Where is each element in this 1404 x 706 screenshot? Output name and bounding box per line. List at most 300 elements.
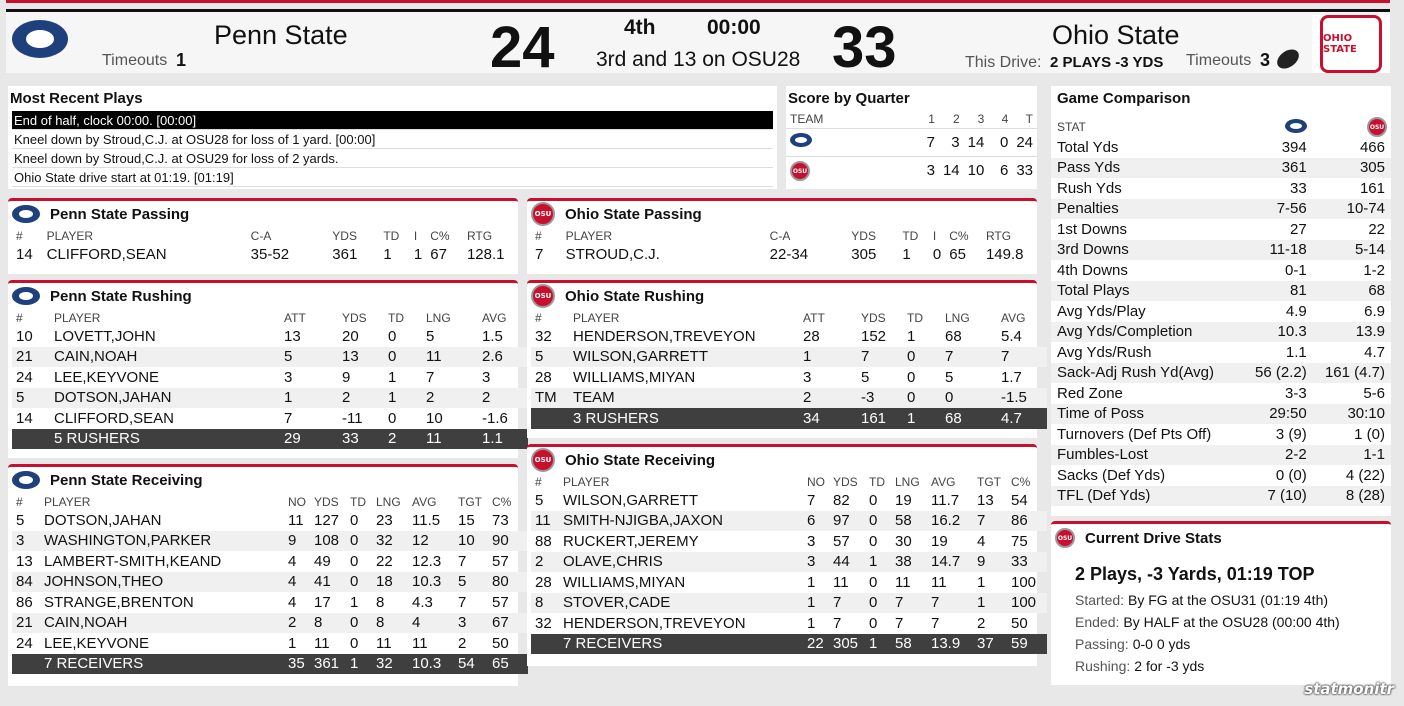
penn-state-stat: 27 (1290, 220, 1307, 238)
drive-line-label: Ended: (1075, 614, 1120, 630)
total-cell: 33 (338, 429, 384, 450)
table-row (531, 326, 1047, 347)
table-cell: 7 (829, 593, 865, 614)
penn-state-stat: 0 (0) (1275, 466, 1307, 484)
table-cell: 11 (314, 634, 330, 652)
column-header: C-A (250, 228, 272, 243)
table-cell: 7 (426, 368, 435, 386)
table-cell: HENDERSON,TREVEYON (573, 327, 756, 345)
table-cell: 57 (492, 593, 509, 611)
total-cell: 161 (857, 408, 903, 429)
table-cell: 82 (833, 491, 850, 509)
drive-line (1075, 589, 1367, 611)
table-cell: 9 (284, 531, 310, 552)
stat-name: Penalties (1051, 199, 1242, 220)
ohio-state-receiving-panel (527, 444, 1037, 666)
table-cell: 88 (535, 532, 552, 550)
total-cell: 59 (1007, 634, 1047, 655)
total-cell: 1.1 (478, 429, 528, 450)
stat-name: Red Zone (1057, 384, 1123, 402)
table-cell: 1 (973, 593, 1007, 614)
table-row (531, 613, 1047, 634)
table-cell: 10 (16, 327, 33, 345)
column-header: TGT (458, 494, 482, 509)
ohio-state-stat: 466 (1359, 138, 1385, 156)
table-cell: 97 (829, 511, 865, 532)
penn-state-stat: 0-1 (1285, 261, 1307, 279)
table-cell: 4 (284, 572, 310, 593)
table-row (12, 572, 528, 593)
column-header: LNG (945, 310, 970, 325)
quarter-score: 14 (964, 128, 989, 156)
table-cell: 3 (807, 532, 816, 550)
table-cell: OLAVE,CHRIS (559, 552, 803, 573)
table-cell: 3 (482, 368, 491, 386)
table-cell: 2 (458, 634, 467, 652)
total-row (531, 408, 1047, 429)
penn-state-stat: 29:50 (1242, 404, 1310, 425)
table-cell: 58 (891, 511, 927, 532)
table-cell: 0 (384, 347, 422, 368)
ohio-state-stat: 1-2 (1363, 261, 1385, 279)
table-cell: 0 (865, 593, 891, 614)
home-timeouts-label: Timeouts (102, 52, 168, 69)
table-cell: 0 (903, 388, 941, 409)
panel-title: Ohio State Receiving (565, 451, 716, 469)
ps-rush-title (8, 283, 518, 309)
table-row (531, 367, 1047, 388)
table-cell: 65 (949, 245, 966, 263)
table-cell: 1.7 (1001, 368, 1022, 386)
total-cell: 1 (865, 634, 891, 655)
table-cell: 8 (376, 593, 385, 611)
table-row (12, 592, 528, 613)
ohio-state-stat: 305 (1311, 158, 1391, 179)
table-cell: 149.8 (985, 245, 1024, 263)
total-cell: 11 (422, 429, 478, 450)
score-by-quarter-panel (786, 86, 1037, 189)
table-cell: 4 (288, 593, 297, 611)
table-cell: 1 (383, 245, 392, 263)
table-cell: 17 (314, 593, 331, 611)
total-cell: 65 (488, 654, 528, 675)
table-cell: 3 (803, 368, 812, 386)
table-cell: 11 (288, 511, 304, 529)
column-header: # (535, 310, 542, 325)
table-cell: 0 (869, 573, 878, 591)
ohio-state-stat: 4.7 (1364, 343, 1385, 361)
stat-name: Fumbles-Lost (1051, 445, 1242, 466)
table-cell: 9 (342, 368, 351, 386)
table-row (531, 490, 1047, 511)
table-cell: 2 (422, 388, 478, 409)
away-timeouts-label: Timeouts (1186, 52, 1252, 69)
ps-pass-title (8, 201, 518, 227)
table-cell: 5 (945, 368, 954, 386)
table-cell: STOVER,CADE (559, 593, 803, 614)
table-cell: LAMBERT-SMITH,KEAND (44, 552, 222, 570)
panel-title: Penn State Receiving (50, 471, 203, 489)
total-cell (531, 634, 559, 655)
quarter-score: 10 (964, 156, 989, 184)
table-cell: 24 (16, 368, 33, 386)
table-cell: 1.5 (482, 327, 503, 345)
quarter-score: 3 (939, 128, 964, 156)
column-header: # (16, 494, 23, 509)
table-row (12, 531, 528, 552)
table-cell: 21 (12, 613, 40, 634)
table-cell: 75 (1011, 532, 1028, 550)
column-header: ATT (803, 310, 825, 325)
total-cell: 54 (454, 654, 488, 675)
table-cell: 9 (973, 552, 1007, 573)
column-header: C% (1011, 474, 1031, 489)
table-cell: 14 (16, 409, 33, 427)
home-timeouts: 1 (176, 50, 187, 70)
ohio-state-rushing-panel (527, 280, 1037, 438)
table-cell: STRANGE,BRENTON (44, 593, 194, 611)
table-cell: STROUD,C.J. (565, 245, 660, 263)
drive-line-label: Rushing: (1075, 658, 1131, 674)
table-cell: 11 (422, 347, 478, 368)
table-cell: 41 (310, 572, 346, 593)
table-cell: 2 (799, 388, 857, 409)
table-cell: 7 (535, 245, 544, 263)
table-cell: 100 (1007, 593, 1047, 614)
penn-state-rushing-panel (8, 280, 518, 458)
table-cell: 5.4 (1001, 327, 1022, 345)
table-cell: 13 (977, 491, 994, 509)
total-cell: 58 (891, 634, 927, 655)
column-header: LNG (426, 310, 451, 325)
column-header: NO (807, 474, 825, 489)
table-cell: 3 (284, 368, 293, 386)
total-cell: 305 (829, 634, 865, 655)
drive-headline: 2 Plays, -3 Yards, 01:19 TOP (1075, 564, 1315, 584)
stat-name: Avg Yds/Play (1057, 302, 1146, 320)
table-cell: 7 (931, 614, 940, 632)
table-row (531, 531, 1047, 552)
table-cell: LOVETT,JOHN (54, 327, 156, 345)
penn-state-stat: 7 (10) (1242, 486, 1310, 507)
table-cell: 4.3 (412, 593, 433, 611)
ohio-state-logo: OHIO STATE (1312, 15, 1390, 73)
game-comparison-panel (1051, 86, 1391, 516)
osu-pass-title (527, 201, 1037, 227)
table-cell: 0 (941, 388, 997, 409)
table-cell: CLIFFORD,SEAN (46, 245, 167, 263)
stat-name: Rush Yds (1057, 179, 1122, 197)
table-cell: 54 (1011, 491, 1028, 509)
table-cell: 2 (977, 614, 986, 632)
drive-line-value: By HALF at the OSU28 (00:00 4th) (1123, 614, 1340, 630)
table-cell: 0 (932, 245, 942, 263)
drive-line-label: Started: (1075, 592, 1125, 608)
total-cell: 68 (941, 408, 997, 429)
column-header: LNG (895, 474, 920, 489)
table-cell: JOHNSON,THEO (40, 572, 284, 593)
column-header: YDS (861, 310, 886, 325)
table-cell: 5 (535, 491, 544, 509)
drive-line-value: 0-0 0 yds (1132, 636, 1191, 652)
score-by-quarter-title: Score by Quarter (788, 90, 910, 107)
table-cell: 3 (12, 531, 40, 552)
table-cell: 1 (413, 245, 423, 263)
stat-name: Sacks (Def Yds) (1057, 466, 1166, 484)
table-cell: 10.3 (408, 572, 454, 593)
table-cell: 5 (454, 572, 488, 593)
quarter-header: 4 (1001, 112, 1009, 127)
home-score: 24 (490, 15, 555, 80)
table-cell: 90 (488, 531, 528, 552)
column-header: PLAYER (565, 228, 613, 243)
penn-state-column-icon (1242, 117, 1310, 137)
ohio-state-stat: 10-74 (1311, 199, 1391, 220)
table-cell: -1.5 (997, 388, 1047, 409)
table-cell: 0 (350, 552, 359, 570)
table-cell: 1 (280, 388, 338, 409)
penn-state-stat: 4.9 (1285, 302, 1307, 320)
table-row (531, 511, 1047, 532)
drive-label: This Drive: (965, 54, 1042, 71)
table-cell: 4 (977, 532, 986, 550)
stat-name: Avg Yds/Rush (1057, 343, 1152, 361)
ohio-state-stat: 8 (28) (1311, 486, 1391, 507)
scoreboard (6, 9, 1390, 80)
table-cell: 24 (16, 634, 33, 652)
table-cell: 68 (945, 327, 962, 345)
table-cell: 5 (426, 327, 435, 345)
table-cell: DOTSON,JAHAN (50, 388, 280, 409)
table-row (12, 551, 528, 572)
table-cell: 19 (931, 532, 948, 550)
total-row (531, 634, 1047, 655)
ohio-state-stat: 5-6 (1363, 384, 1385, 402)
table-cell: 0 (350, 634, 359, 652)
table-cell: SMITH-NJIGBA,JAXON (559, 511, 803, 532)
table-cell: 2 (531, 552, 559, 573)
table-cell: 86 (1007, 511, 1047, 532)
table-cell: 16.2 (927, 511, 973, 532)
penn-state-stat: 394 (1281, 138, 1307, 156)
column-header: # (535, 474, 542, 489)
table-cell: 5 (861, 368, 870, 386)
play-item: Kneel down by Stroud,C.J. at OSU28 for loss of 1 yard. [00:00] (12, 130, 773, 149)
table-cell: 1 (807, 614, 816, 632)
quarter-header: TEAM (790, 112, 824, 127)
table-cell: 19 (895, 491, 912, 509)
stat-name: 3rd Downs (1051, 240, 1242, 261)
column-header: YDS (833, 474, 858, 489)
play-item: Kneel down by Stroud,C.J. at OSU29 for loss of 2 yards. (12, 149, 773, 168)
total-row (12, 429, 528, 450)
table-row (531, 593, 1047, 614)
table-cell: 84 (12, 572, 40, 593)
table-cell: 5 (531, 347, 569, 368)
quarter-score: 33 (1012, 156, 1037, 184)
drive-line (1075, 633, 1367, 655)
table-cell: 0 (869, 614, 878, 632)
table-cell: 11 (833, 573, 849, 591)
table-cell: 5 (12, 388, 50, 409)
table-cell: LEE,KEYVONE (44, 634, 150, 652)
table-cell: 1 (807, 573, 816, 591)
penn-state-passing-panel (8, 198, 518, 274)
table-cell: 8 (531, 593, 559, 614)
ohio-state-stat: 13.9 (1311, 322, 1391, 343)
table-cell: 4 (288, 552, 297, 570)
ohio-state-stat: 5-14 (1311, 240, 1391, 261)
penn-state-stat: 2-2 (1242, 445, 1310, 466)
possession-football-icon (1274, 46, 1303, 73)
total-cell (12, 429, 50, 450)
table-cell: 12 (408, 531, 454, 552)
current-drive-panel (1051, 521, 1391, 685)
table-cell: 67 (488, 613, 528, 634)
column-header: C% (430, 228, 450, 243)
table-cell: 7 (927, 593, 973, 614)
total-cell (12, 654, 40, 675)
table-cell: 7 (857, 347, 903, 368)
total-cell: 37 (973, 634, 1007, 655)
panel-title: Penn State Rushing (50, 287, 192, 305)
column-header: AVG (412, 494, 437, 509)
ohio-state-passing-panel (527, 198, 1037, 274)
total-cell: 1 (346, 654, 372, 675)
ohio-state-stat: 6.9 (1364, 302, 1385, 320)
table-cell: 3 (454, 613, 488, 634)
table-cell: 49 (314, 552, 331, 570)
table-cell: 2 (478, 388, 528, 409)
table-row (12, 244, 514, 265)
table-cell: 57 (492, 552, 509, 570)
quarter-score: 7 (915, 128, 939, 156)
ohio-state-stat: 1-1 (1311, 445, 1391, 466)
table-cell: TM (531, 388, 569, 409)
table-cell: 1 (803, 593, 829, 614)
column-header: PLAYER (46, 228, 94, 243)
column-header: YDS (851, 228, 876, 243)
ohio-state-logo-icon (786, 156, 915, 184)
penn-state-stat: 11-18 (1242, 240, 1310, 261)
penn-state-stat: 361 (1242, 158, 1310, 179)
quarter-header: 1 (928, 112, 935, 127)
total-cell: 4.7 (997, 408, 1047, 429)
table-cell: 67 (430, 245, 447, 263)
total-cell: 32 (372, 654, 408, 675)
table-row (12, 326, 528, 347)
quarter-header: 2 (952, 112, 960, 127)
table-cell: 14.7 (927, 552, 973, 573)
table-row (531, 552, 1047, 573)
column-header: TD (383, 228, 400, 243)
table-cell: 22 (376, 552, 393, 570)
total-cell: 361 (310, 654, 346, 675)
recent-plays-panel (8, 86, 777, 189)
away-timeouts: 3 (1260, 50, 1271, 70)
column-header: AVG (1001, 310, 1026, 325)
game-comparison-title: Game Comparison (1057, 90, 1191, 107)
table-cell: 7 (458, 552, 467, 570)
table-cell: 13 (338, 347, 384, 368)
table-cell: 20 (342, 327, 359, 345)
table-cell: 44 (829, 552, 865, 573)
table-cell: 7 (895, 614, 904, 632)
table-cell: 0 (346, 613, 372, 634)
total-cell: 34 (799, 408, 857, 429)
table-cell: 1 (288, 634, 297, 652)
table-cell: 11 (531, 511, 559, 532)
table-row (12, 347, 528, 368)
top-accent-bar (6, 0, 1390, 3)
quarter: 4th (624, 16, 656, 39)
table-cell: 13 (284, 327, 301, 345)
table-cell: 0 (869, 491, 878, 509)
drive-line (1075, 611, 1367, 633)
table-cell: 7 (807, 491, 816, 509)
play-item: Ohio State drive start at 01:19. [01:19] (12, 168, 773, 187)
table-cell: CAIN,NOAH (40, 613, 284, 634)
table-cell: 7 (997, 347, 1047, 368)
table-cell: 23 (376, 511, 393, 529)
column-header: C-A (769, 228, 791, 243)
drive-line-label: Passing: (1075, 636, 1129, 652)
panel-title: Penn State Passing (50, 205, 190, 223)
table-cell: 2 (284, 613, 310, 634)
column-header: PLAYER (573, 310, 620, 325)
ohio-state-stat: 4 (22) (1345, 466, 1385, 484)
table-cell: 1 (799, 347, 857, 368)
table-cell: 11 (931, 573, 947, 591)
table-cell: 3 (803, 552, 829, 573)
table-cell: 12.3 (412, 552, 442, 570)
penn-state-stat: 7-56 (1242, 199, 1310, 220)
table-cell: 10 (426, 409, 443, 427)
table-cell: 10 (454, 531, 488, 552)
table-row (12, 408, 528, 429)
table-cell: 28 (803, 327, 820, 345)
total-cell: 10.3 (408, 654, 454, 675)
column-header: YDS (332, 228, 357, 243)
panel-title: Ohio State Rushing (565, 287, 705, 305)
quarter-score: 0 (988, 128, 1012, 156)
table-cell: 1 (907, 327, 916, 345)
column-header: RTG (466, 228, 493, 243)
column-header: C% (492, 494, 512, 509)
stat-name: Time of Poss (1051, 404, 1242, 425)
table-cell: LEE,KEYVONE (54, 368, 160, 386)
stat-name: Sack-Adj Rush Yd(Avg) (1051, 363, 1242, 384)
ohio-state-stat: 68 (1311, 281, 1391, 302)
table-cell: 8 (372, 613, 408, 634)
table-cell: TEAM (569, 388, 799, 409)
ohio-state-column-icon (1311, 117, 1391, 137)
table-cell: 32 (535, 614, 552, 632)
column-header: TD (350, 494, 366, 509)
column-header: PLAYER (54, 310, 101, 325)
table-cell: 28 (535, 368, 552, 386)
ohio-state-logo-icon: OSU (790, 161, 810, 181)
ohio-state-stat: 22 (1368, 220, 1385, 238)
total-cell: 1 (903, 408, 941, 429)
column-header: TD (907, 310, 923, 325)
total-cell: 35 (284, 654, 310, 675)
penn-state-logo-icon (12, 205, 40, 223)
column-header: TD (388, 310, 404, 325)
stat-name: Total Yds (1057, 138, 1119, 156)
away-score: 33 (832, 15, 897, 80)
table-cell: 0 (346, 572, 372, 593)
